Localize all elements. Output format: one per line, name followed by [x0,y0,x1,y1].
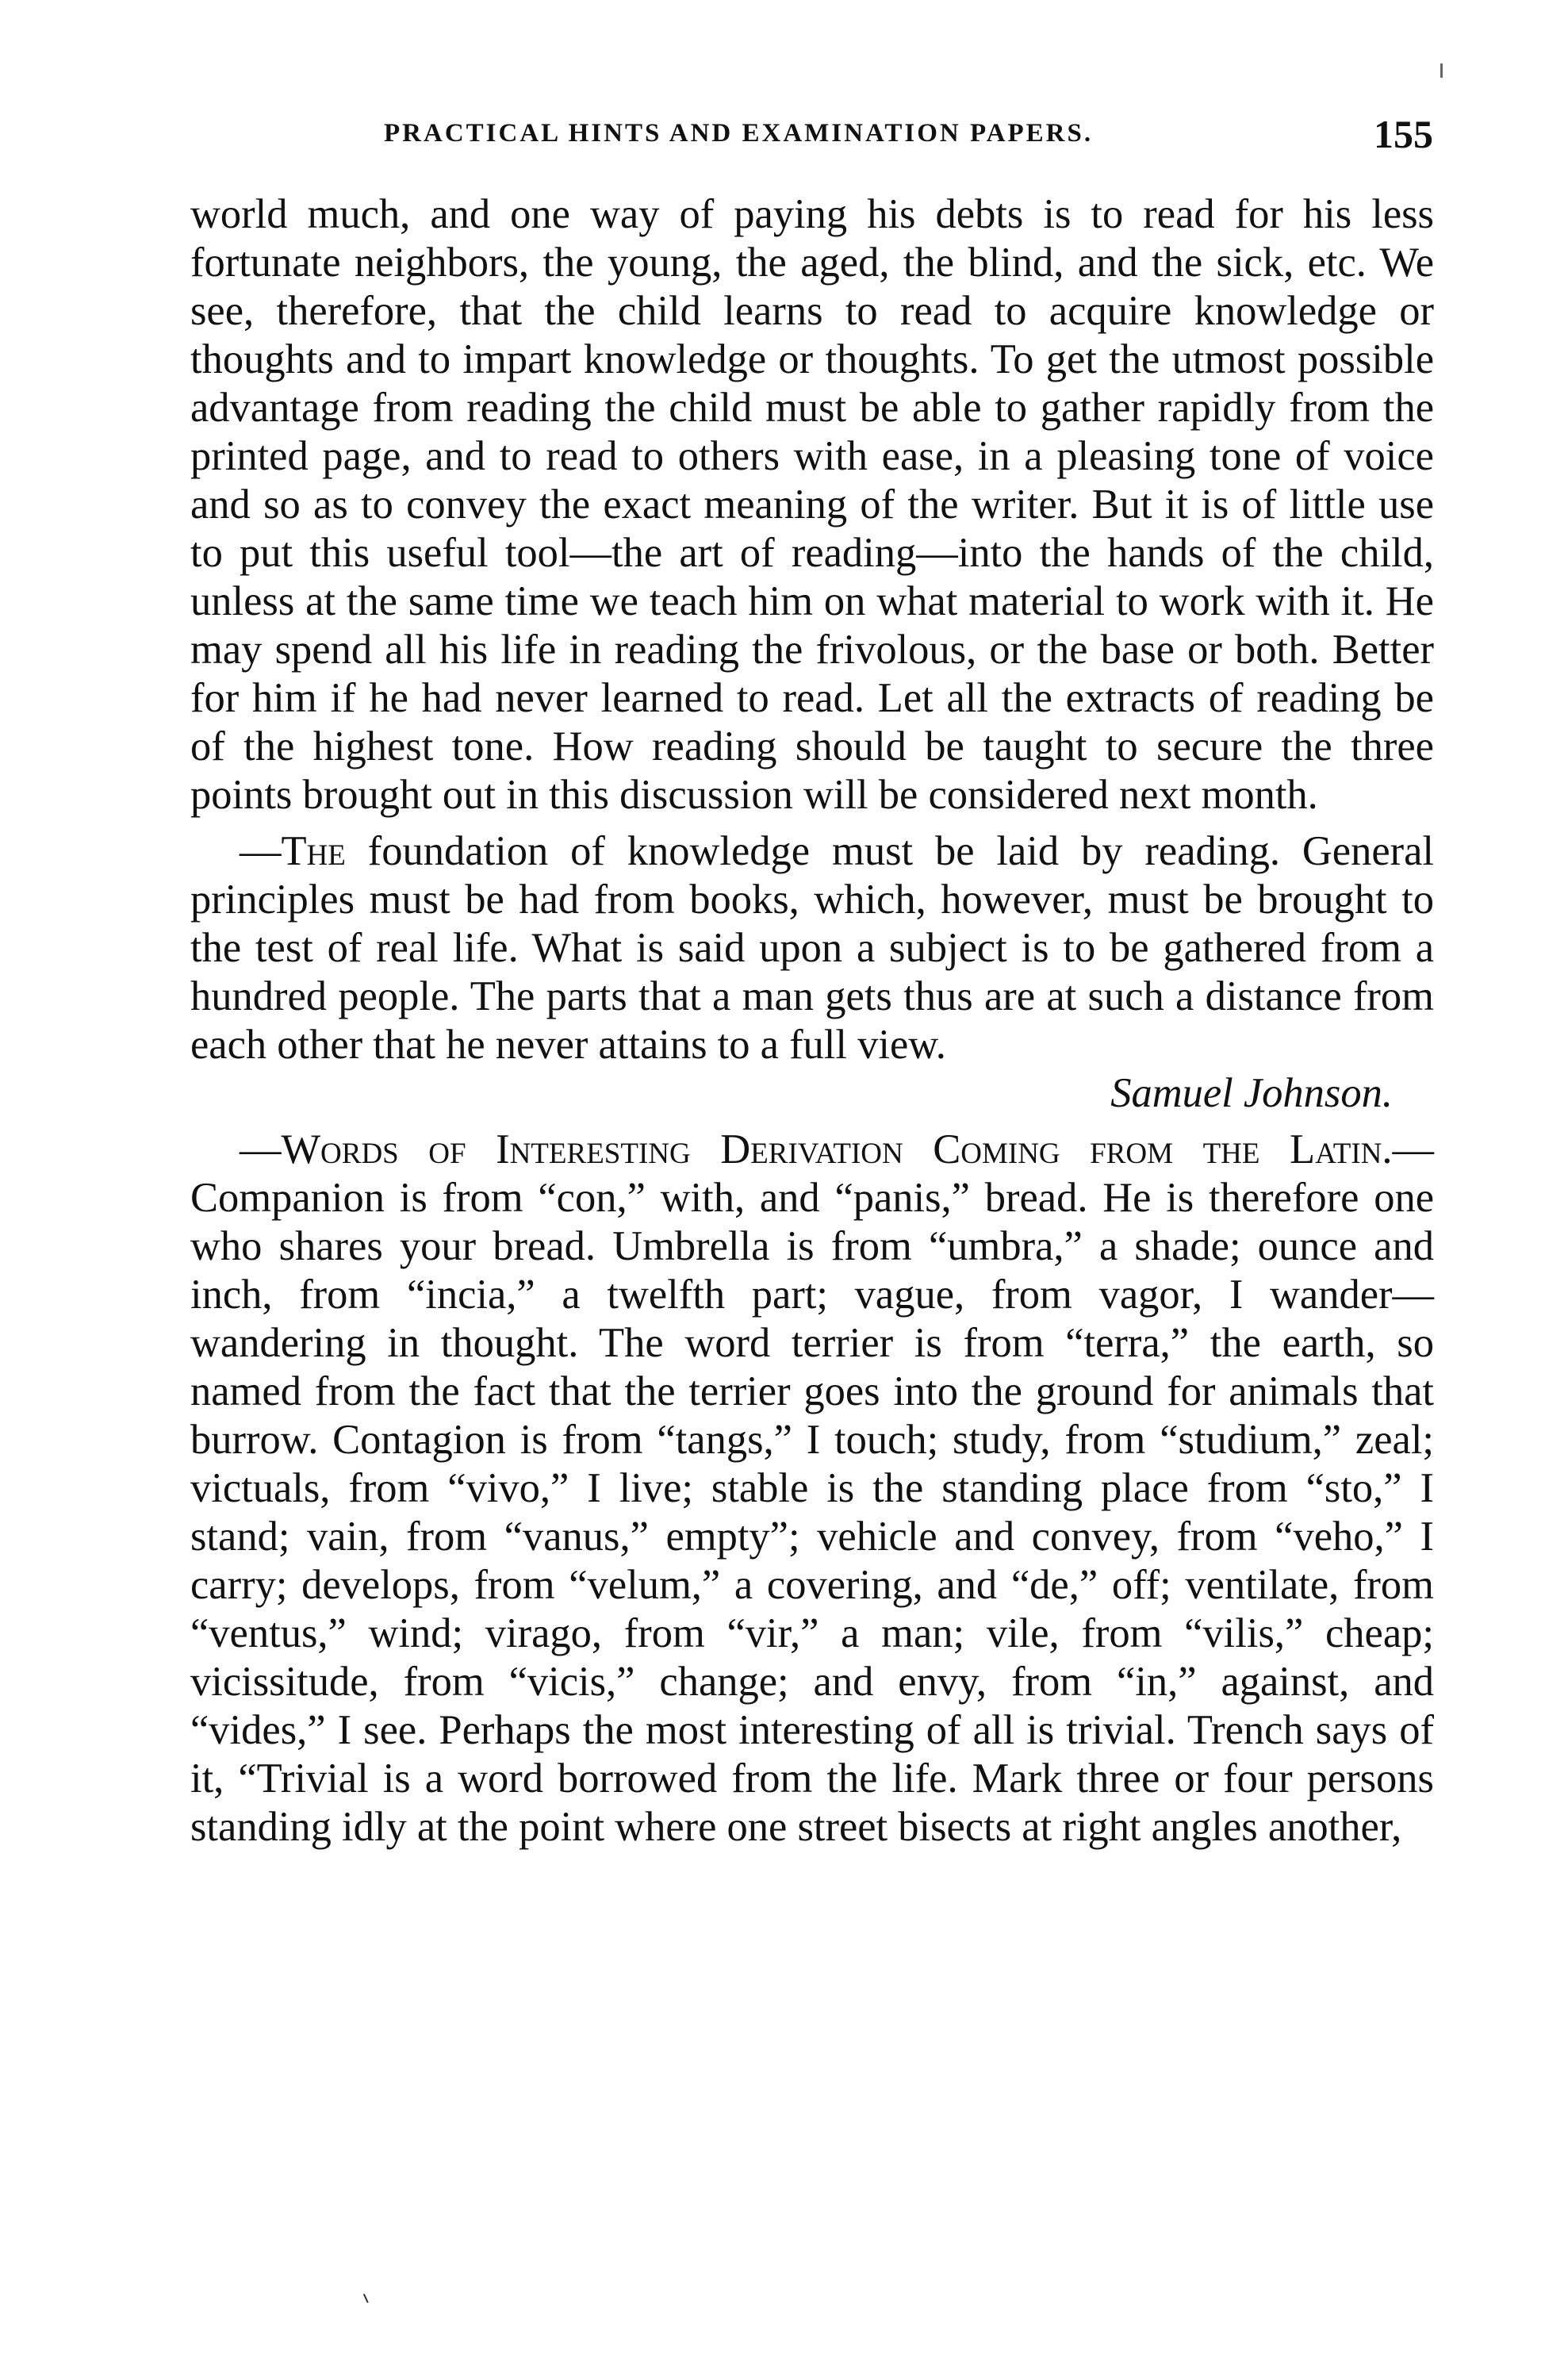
page-number: 155 [1374,112,1433,156]
running-head: PRACTICAL HINTS AND EXAMINATION PAPERS. [384,119,1094,148]
print-mark [363,2292,373,2303]
derivations-text: —Companion is from “con,” with, and “panis,” bread. He is therefore one who shares your bread. Umbrella is from “umbra,” a shade; ounce and inch, from “incia,” a twelfth part; vague, from vagor, I wander—wandering in thought. The word terrier is from “terra,” the earth, so named from the fact that the terrier goes into the ground for animals that burrow. Contagion is from “tangs,” I touch; study, from “studium,” zeal; victuals, from “vivo,” I live; stable is the standing place from “sto,” I stand; vain, from “vanus,” empty”; vehicle and convey, from “veho,” I carry; develops, from “velum,” a covering, and “de,” off; ventilate, from “ventus,” wind; virago, from “vir,” a man; vile, from “vilis,” cheap; vicissitude, from “vicis,” change; and envy, from “in,” against, and “vides,” I see. Perhaps the most interesting of all is trivial. Trench says of it, “Trivial is a word borrowed from the life. Mark three or four persons standing idly at the point where one street bisects at right angles another, [190,1126,1434,1850]
quote-text: foundation of knowledge must be laid by reading. General principles must be had from books, which, however, must be brought to the test of real life. What is said upon a subject is to be gathered from a hundred people. The parts that a man gets thus are at such a distance from each other that he never attains to a full view. [190,828,1434,1068]
paragraph-johnson-quote [190,827,1434,1069]
body-text [190,190,1434,1851]
section-heading: Words of Interesting Derivation Coming from the Latin. [281,1126,1393,1172]
paragraph-reading-continued: world much, and one way of paying his debts is to read for his less fortunate neighbors, the young, the aged, the blind, and the sick, etc. We see, therefore, that the child learns to read to acquire knowledge or thoughts and to impart knowledge or thoughts. To get the utmost possible advantage from reading the child must be able to gather rapidly from the printed page, and to read to others with ease, in a pleasing tone of voice and so as to convey the exact meaning of the writer. But it is of little use to put this useful tool—the art of reading—into the hands of the child, unless at the same time we teach him on what material to work with it. He may spend all his life in reading the frivolous, or the base or both. Better for him if he had never learned to read. Let all the extracts of reading be of the highest tone. How reading should be taught to secure the three points brought out in this discussion will be considered next month. [190,191,1434,818]
page-header [190,111,1433,159]
em-dash: — [240,1126,282,1172]
quote-attribution: Samuel Johnson. [1110,1070,1393,1116]
em-dash: — [240,828,282,874]
paragraph-latin-derivations [190,1126,1434,1851]
lead-word: The [281,828,346,874]
print-speck [1440,63,1443,78]
